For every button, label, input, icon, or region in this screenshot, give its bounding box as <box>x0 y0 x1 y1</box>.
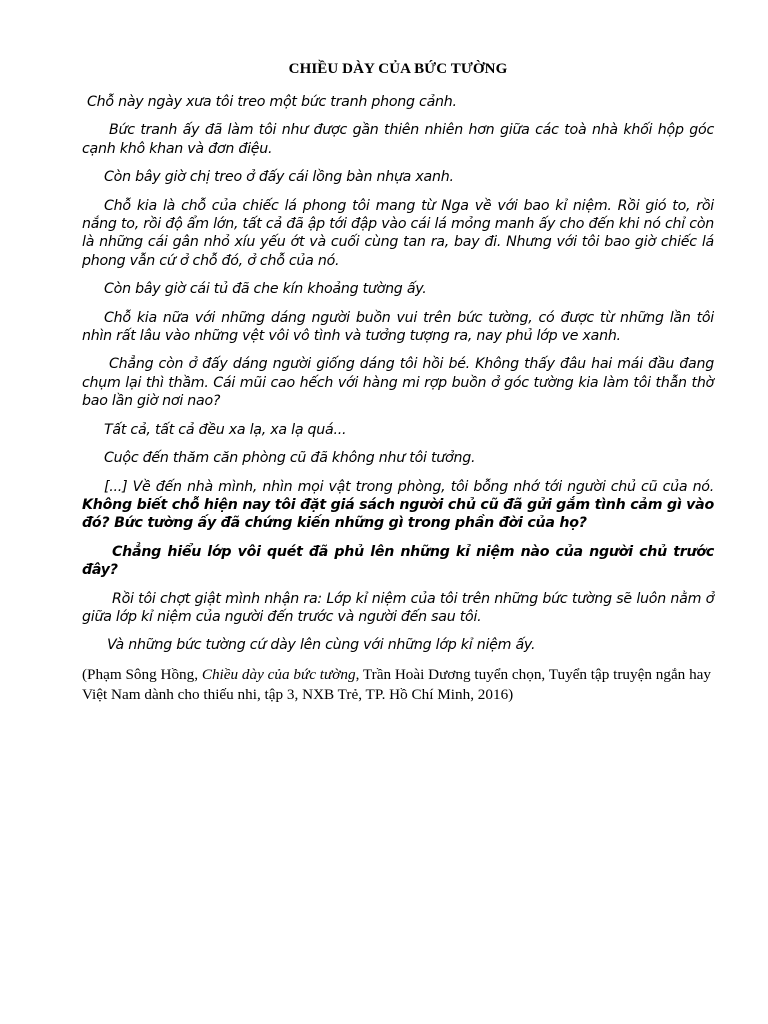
document-title: CHIỀU DÀY CỦA BỨC TƯỜNG <box>288 61 508 77</box>
paragraph-3: Còn bây giờ chị treo ở đấy cái lồng bàn nhựa xanh. <box>104 169 454 186</box>
document-page <box>82 60 714 705</box>
paragraph-7: Chẳng còn ở đấy dáng người giống dáng tôi hồi bé. Không thấy đâu hai mái đầu đang chụm lại thì thầm. Cái mũi cao hếch với hàng mi rợp buồn ở góc tường kia làm tôi thẫn thờ bao lần giờ nơi nao? <box>82 356 714 410</box>
paragraph-8: Tất cả, tất cả đều xa lạ, xa lạ quá... <box>104 421 347 438</box>
paragraph-11: Chẳng hiểu lớp vôi quét đã phủ lên những kỉ niệm nào của người chủ trước đây? <box>82 543 714 579</box>
paragraph-1: Chỗ này ngày xưa tôi treo một bức tranh phong cảnh. <box>87 94 457 110</box>
story-body <box>82 93 714 655</box>
source-citation: (Phạm Sông Hồng, Chiều dày của bức tường, Trần Hoài Dương tuyển chọn, Tuyển tập truyện ngắn hay Việt Nam dành cho thiếu nhi, tập 3, NXB Trẻ, TP. Hồ Chí Minh, 2016) <box>82 665 711 703</box>
paragraph-10: [...] Về đến nhà mình, nhìn mọi vật trong phòng, tôi bỗng nhớ tới người chủ cũ của nó. Không biết chỗ hiện nay tôi đặt giá sách người chủ cũ đã gửi gắm tình cảm gì vào đó? Bức tường ấy đã chứng kiến những gì trong phần đời của họ? <box>82 478 714 532</box>
paragraph-4: Chỗ kia là chỗ của chiếc lá phong tôi mang từ Nga về với bao kỉ niệm. Rồi gió to, rồi nắng to, rồi độ ẩm lớn, tất cả đã ập tới đập vào cái lá mỏng manh ấy cho đến khi nó chỉ còn là những cái gân nhỏ xíu yếu ớt và cuối cùng tan ra, bay đi. Nhưng với tôi bao giờ chiếc lá phong vẫn cứ ở chỗ đó, ở chỗ của nó. <box>82 197 714 269</box>
paragraph-6: Chỗ kia nữa với những dáng người buồn vui trên bức tường, có được từ những lần tôi nhìn rất lâu vào những vệt vôi vô tình và tưởng tượng ra, nay phủ lớp ve xanh. <box>82 309 714 345</box>
paragraph-13: Và những bức tường cứ dày lên cùng với những lớp kỉ niệm ấy. <box>107 637 536 654</box>
citation-work-title: Chiều dày của bức tường <box>201 665 356 683</box>
paragraph-10-bold-question: Không biết chỗ hiện nay tôi đặt giá sách người chủ cũ đã gửi gắm tình cảm gì vào đó? Bức tường ấy đã chứng kiến những gì trong phần đời của họ? <box>82 496 714 532</box>
paragraph-2: Bức tranh ấy đã làm tôi như được gần thiên nhiên hơn giữa các toà nhà khối hộp góc cạnh khô khan và đơn điệu. <box>82 122 714 157</box>
paragraph-9: Cuộc đến thăm căn phòng cũ đã không như tôi tưởng. <box>104 450 476 467</box>
paragraph-5: Còn bây giờ cái tủ đã che kín khoảng tường ấy. <box>104 281 427 298</box>
paragraph-12: Rồi tôi chợt giật mình nhận ra: Lớp kỉ niệm của tôi trên những bức tường sẽ luôn nằm ở giữa lớp kỉ niệm của người đến trước và người đến sau tôi. <box>82 590 714 625</box>
